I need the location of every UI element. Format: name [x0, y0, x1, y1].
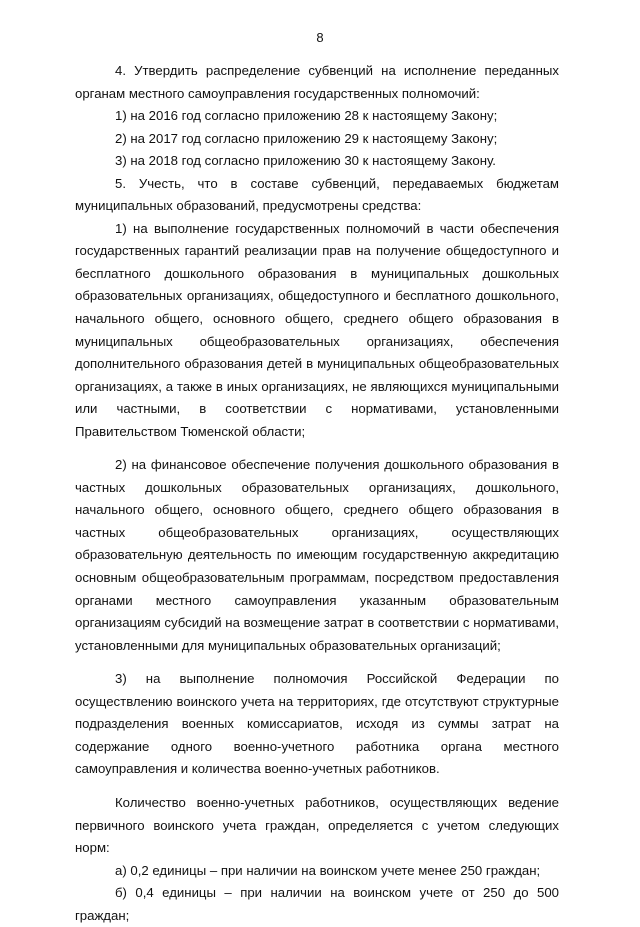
document-body: [75, 60, 559, 927]
paragraph-item-4: 4. Утвердить распределение субвенций на исполнение переданных органам местного самоуправления государственных полномочий:: [75, 63, 559, 101]
paragraph-item-4-3: 3) на 2018 год согласно приложению 30 к настоящему Закону.: [115, 153, 496, 169]
paragraph-staff-count: Количество военно-учетных работников, осуществляющих ведение первичного воинского учета граждан, определяется с учетом следующих норм:: [75, 794, 559, 856]
paragraph-item-5-1: 1) на выполнение государственных полномочий в части обеспечения государственных гарантий реализации прав на получение общедоступного и бесплатного дошкольного образования в муниципальных дошкольных образовательных организациях, общедоступного и бесплатного дошкольного, начального общего, основного общего, среднего общего образования в муниципальных общеобразовательных организациях, обеспечения дополнительного образования детей в муниципальных общеобразовательных организациях, а также в иных организациях, не являющихся муниципальными или частными, в соответствии с нормативами, установленными Правительством Тюменской области;: [75, 220, 559, 439]
paragraph-item-5-2: 2) на финансовое обеспечение получения дошкольного образования в частных дошкольных образовательных организациях, дошкольного, начального общего, основного общего, среднего общего образования в частных общеобразовательных организациях, осуществляющих образовательную деятельность по имеющим государственную аккредитацию основным общеобразовательным программам, посредством предоставления органами местного самоуправления указанным образовательным организациям субсидий на возмещение затрат в соответствии с нормативами, установленными для муниципальных образовательных организаций;: [75, 457, 559, 653]
paragraph-item-4-1: 1) на 2016 год согласно приложению 28 к настоящему Закону;: [115, 108, 498, 124]
paragraph-item-5-3: 3) на выполнение полномочия Российской Федерации по осуществлению воинского учета на территориях, где отсутствуют структурные подразделения военных комиссариатов, исходя из суммы затрат на содержание одного военно-учетного работника органа местного самоуправления и количества военно-учетных работников.: [75, 671, 559, 777]
paragraph-norm-a: а) 0,2 единицы – при наличии на воинском учете менее 250 граждан;: [115, 862, 541, 878]
paragraph-item-5: 5. Учесть, что в составе субвенций, передаваемых бюджетам муниципальных образований, предусмотрены средства:: [75, 175, 559, 214]
page-number: 8: [316, 30, 324, 45]
paragraph-norm-b: б) 0,4 единицы – при наличии на воинском учете от 250 до 500 граждан;: [75, 885, 559, 923]
paragraph-item-4-2: 2) на 2017 год согласно приложению 29 к настоящему Закону;: [115, 130, 498, 146]
